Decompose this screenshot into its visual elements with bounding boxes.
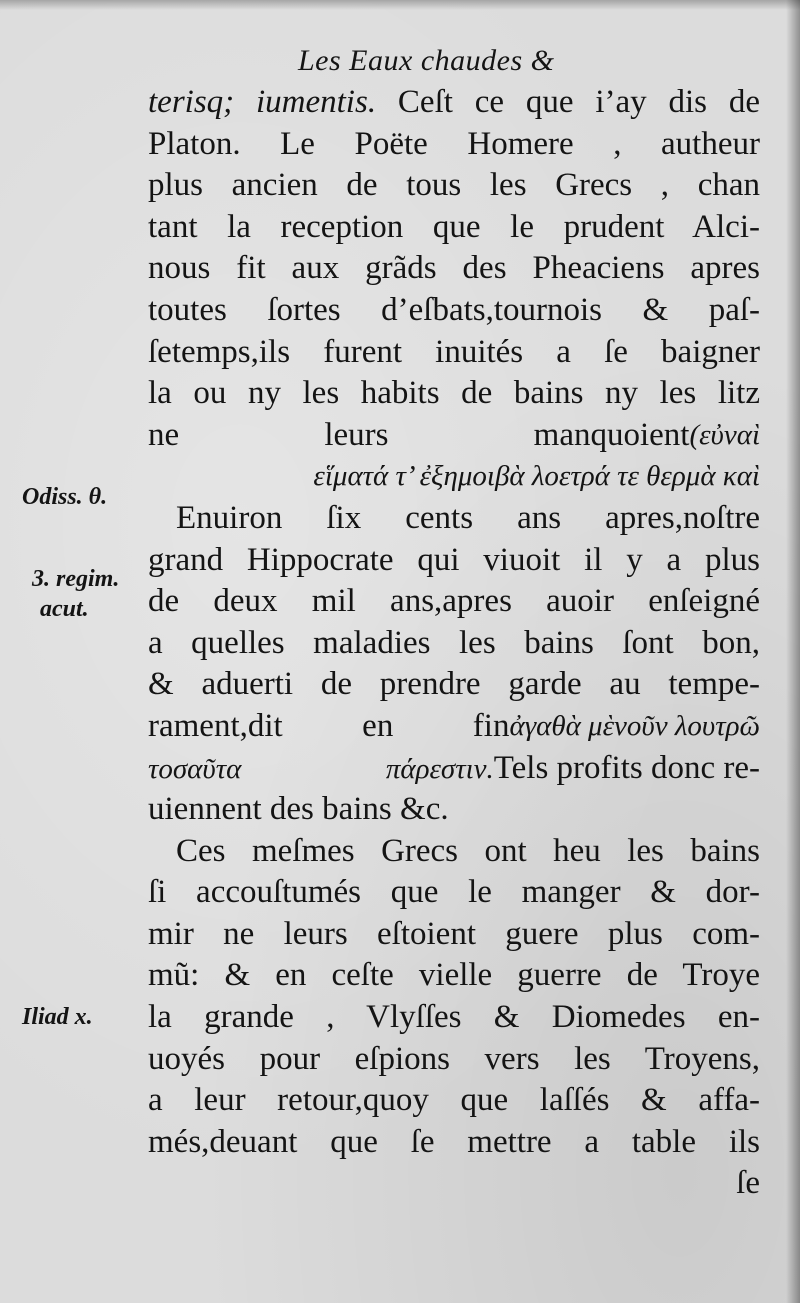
page-spine-shadow: [786, 0, 800, 1303]
greek-quote: ἀγαθὰ μὲνοῦν λουτρῶ: [509, 709, 760, 742]
text-line: ſi accouſtumés que le manger & dor-: [148, 874, 760, 911]
text-line: Platon. Le Poëte Homere , autheur: [148, 125, 760, 162]
text-line: nous fit aux grãds des Pheaciens apres: [148, 250, 760, 287]
latin-quote: terisq; iumentis.: [148, 84, 377, 120]
running-head: Les Eaux chaudes &: [298, 44, 555, 77]
text-line: a leur retour,quoy que laſſés & affa-: [148, 1082, 760, 1119]
greek-quote: (εὐναὶ: [689, 418, 760, 451]
text-line: mir ne leurs eſtoient guere plus com-: [148, 915, 760, 952]
text-line: uiennent des bains &c.: [148, 791, 449, 828]
text-line: & aduerti de prendre garde au tempe-: [148, 666, 760, 703]
text-line: [148, 415, 760, 457]
text-line: Ces meſmes Grecs ont heu les bains: [176, 832, 760, 869]
text-line: més,deuant que ſe mettre a table ils: [148, 1123, 760, 1160]
page-top-shadow: [0, 0, 800, 10]
margin-note-iliad: Iliad x.: [22, 1004, 93, 1030]
line-text: Ceſt ce que i’ay dis de: [376, 84, 760, 120]
line-text: rament,dit en fin: [148, 707, 510, 744]
line-text: ne leurs manquoient: [148, 416, 690, 453]
text-line: [148, 82, 760, 124]
text-line: tant la reception que le prudent Alci-: [148, 208, 760, 245]
text-line: ſetemps,ils furent inuités a ſe baigner: [148, 333, 760, 370]
text-line: la ou ny les habits de bains ny les litz: [148, 375, 760, 412]
line-text: Tels profits donc re-: [493, 749, 760, 786]
margin-note-odissey: Odiss. θ.: [22, 484, 108, 510]
margin-note-regimen: 3. regim.: [32, 566, 120, 592]
greek-quote-line: εἵματά τ’ ἐξημοιβὰ λοετρά τε θερμὰ καὶ: [313, 460, 760, 493]
margin-note-acut: acut.: [40, 596, 89, 622]
text-line: [148, 706, 760, 748]
text-line: la grande , Vlyſſes & Diomedes en-: [148, 999, 760, 1036]
text-line: [148, 748, 760, 790]
text-line: Enuiron ſix cents ans apres,noſtre: [176, 499, 760, 536]
text-line: plus ancien de tous les Grecs , chan: [148, 167, 760, 204]
text-line: a quelles maladies les bains ſont bon,: [148, 624, 760, 661]
main-text: [148, 82, 760, 1205]
text-line: de deux mil ans,apres auoir enſeigné: [148, 583, 760, 620]
text-line: toutes ſortes d’eſbats,tournois & paſ-: [148, 291, 760, 328]
text-line: mũ: & en ceſte vielle guerre de Troye: [148, 957, 760, 994]
text-line: uoyés pour eſpions vers les Troyens,: [148, 1040, 760, 1077]
text-line: grand Hippocrate qui viuoit il y a plus: [148, 541, 760, 578]
catchword: ſe: [736, 1165, 760, 1202]
greek-quote: τοσαῦτα πάρεστιν.: [148, 752, 494, 785]
